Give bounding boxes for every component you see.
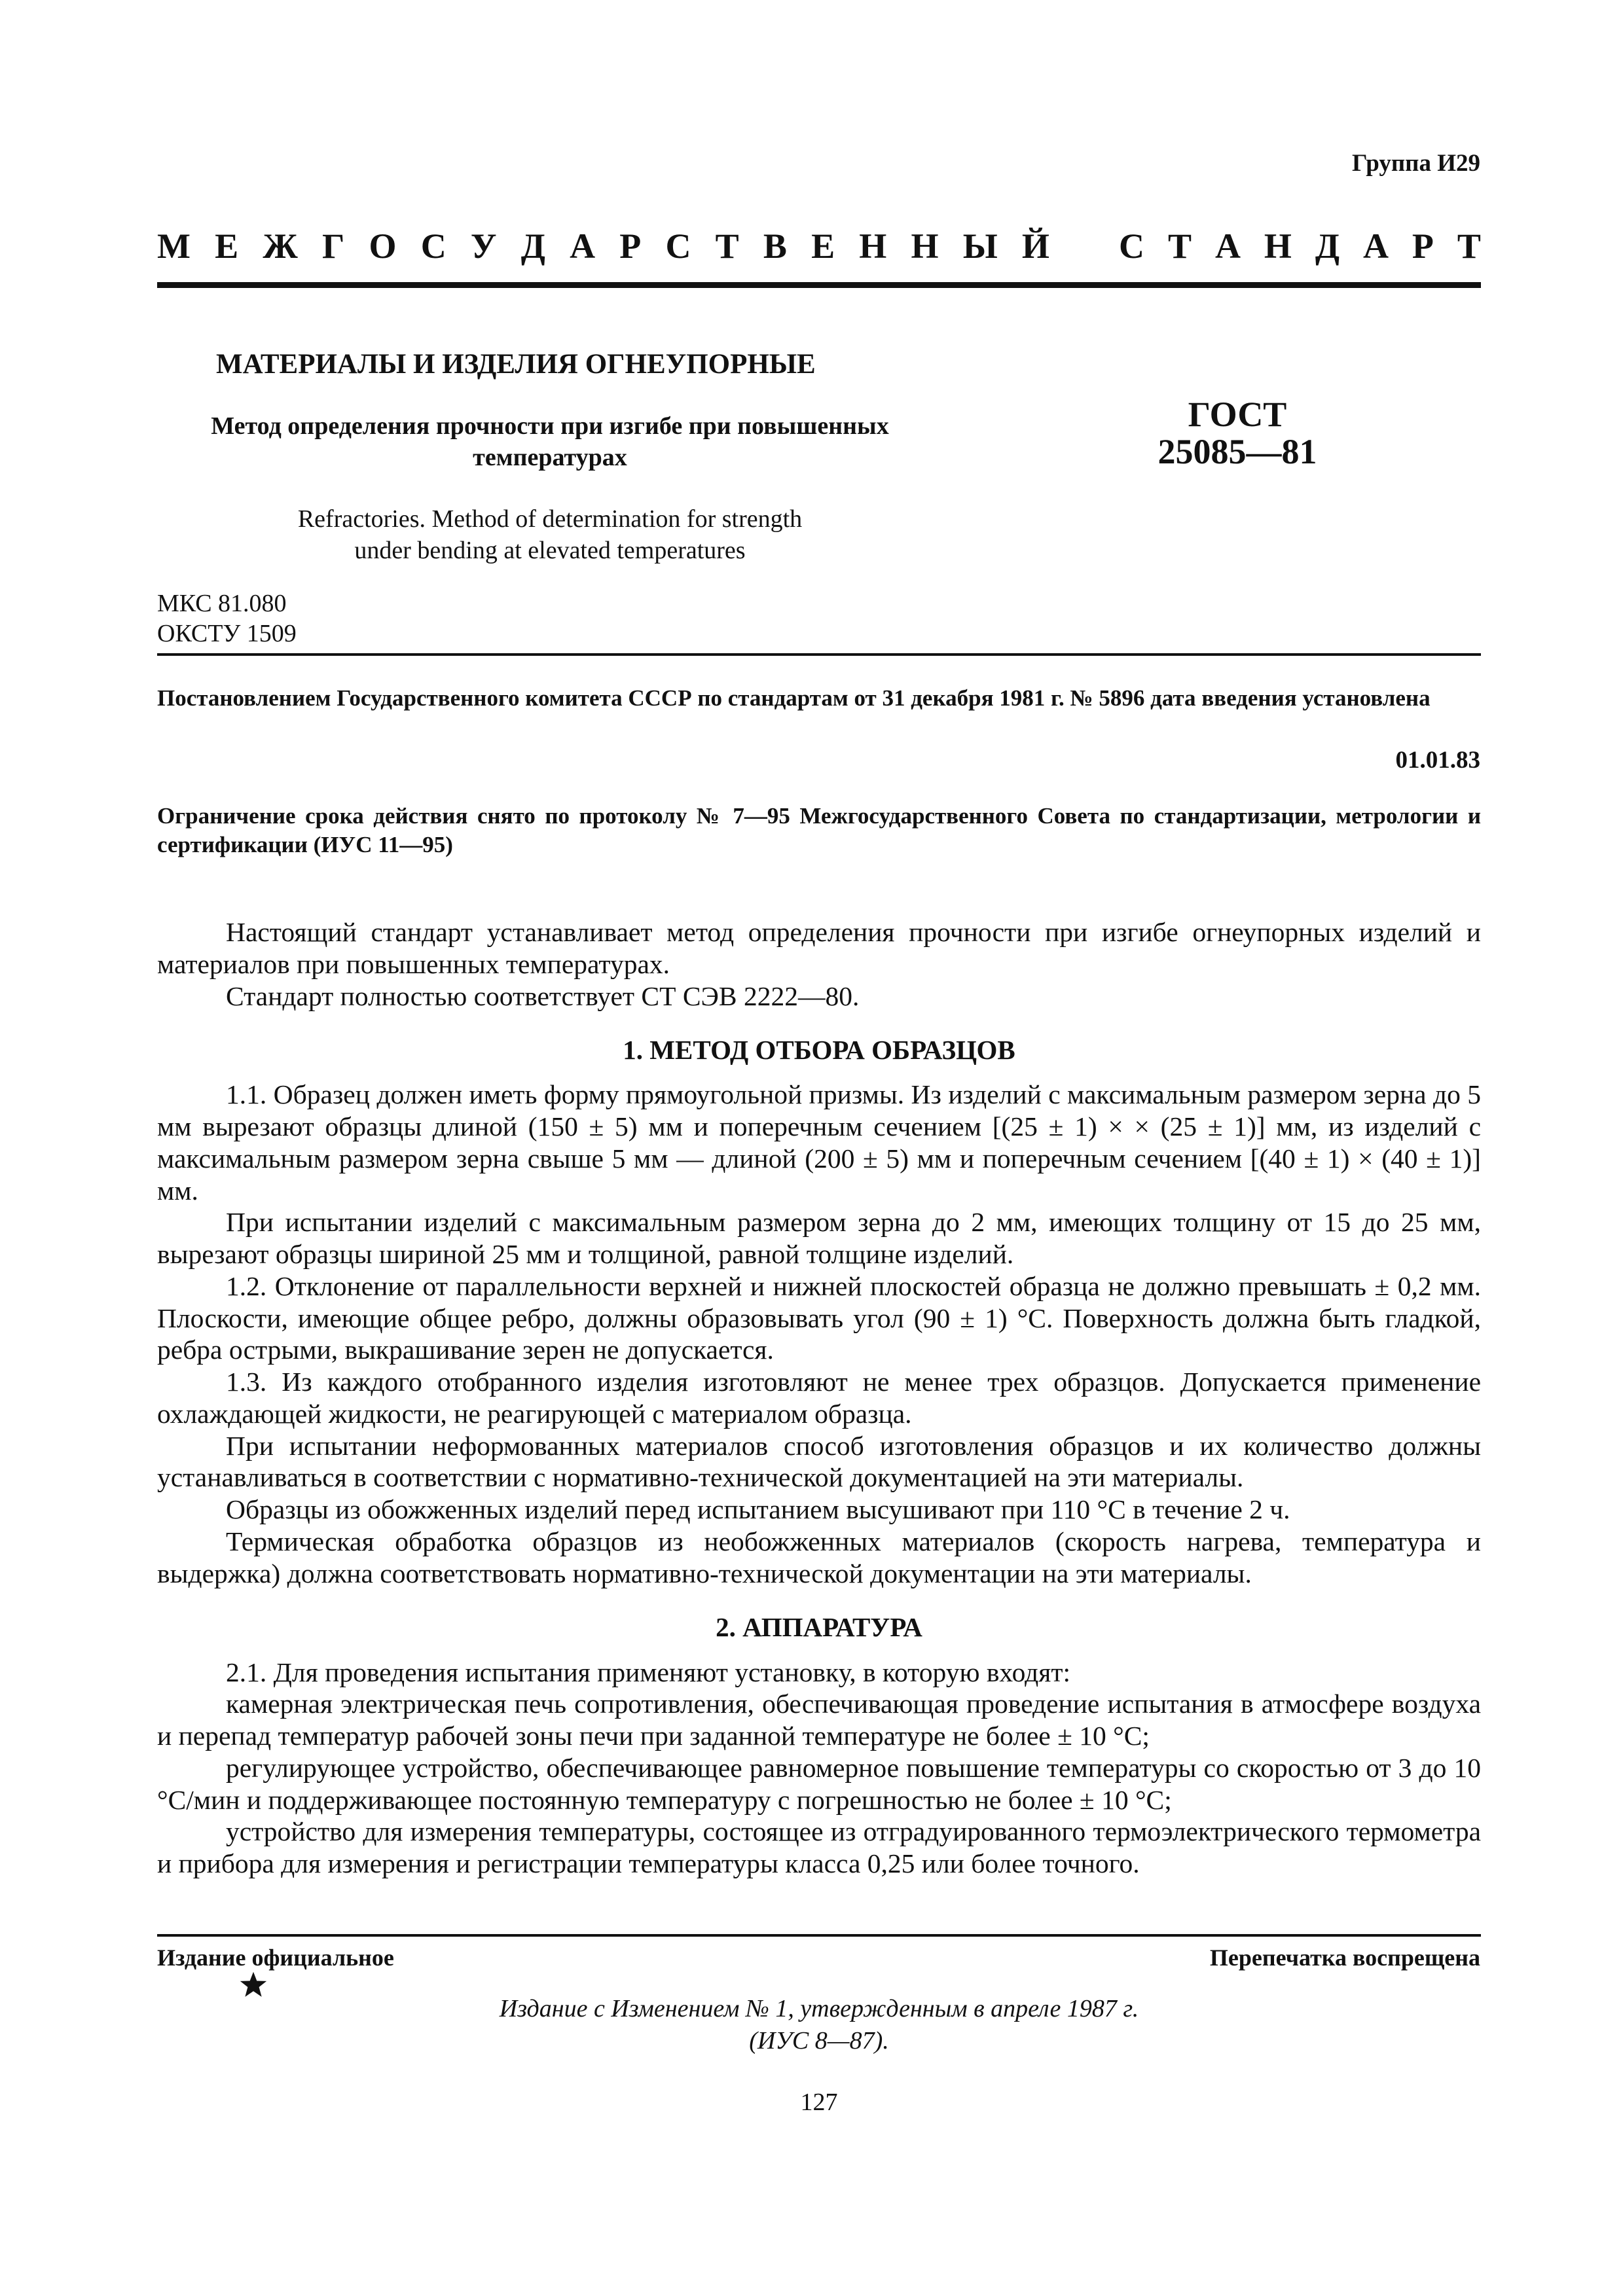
- subtitle-line-2: температурах: [473, 443, 627, 471]
- group-code: Группа И29: [1352, 150, 1480, 177]
- english-title: [157, 504, 943, 566]
- banner-letter: Т: [1167, 226, 1192, 266]
- banner-letter: С: [665, 226, 691, 266]
- document-subtitle: [157, 411, 943, 473]
- banner-letter: Е: [811, 226, 835, 266]
- clause-1-1: 1.1. Образец должен иметь форму прямоугольной призмы. Из изделий с максимальным размером зерна до 5 мм вырезают образцы длиной (150 ± 5) мм и поперечным сечением [(25 ± 1) × × (25 ± 1)] мм, из изделий с максимальным размером зерна свыше 5 мм — длиной (200 ± 5) мм и поперечным сечением [(40 ± 1) × (40 ± 1)] мм.: [157, 1079, 1481, 1206]
- mks-code: МКС 81.080: [157, 590, 287, 617]
- subtitle-line-1: Метод определения прочности при изгибе при повышенных: [211, 412, 889, 440]
- banner-letter: С: [1119, 226, 1144, 266]
- banner-letter: О: [369, 226, 397, 266]
- gost-number: [1106, 396, 1368, 470]
- gost-label: ГОСТ: [1188, 395, 1287, 434]
- banner-word-interstate: [157, 226, 1049, 266]
- effective-date: 01.01.83: [1395, 747, 1480, 774]
- clause-2-1-furnace: камерная электрическая печь сопротивления, обеспечивающая проведение испытания в атмосфере воздуха и перепад температур рабочей зоны печи при заданной температуре не более ± 10 °С;: [157, 1689, 1481, 1751]
- gost-code: 25085—81: [1158, 431, 1317, 471]
- standard-banner: [157, 226, 1481, 266]
- banner-letter: Т: [715, 226, 739, 266]
- classification-codes: [157, 589, 297, 649]
- banner-letter: Р: [1412, 226, 1434, 266]
- document-title: МАТЕРИАЛЫ И ИЗДЕЛИЯ ОГНЕУПОРНЫЕ: [216, 349, 816, 380]
- banner-letter: Н: [1264, 226, 1292, 266]
- banner-letter: У: [470, 226, 497, 266]
- clause-1-2: 1.2. Отклонение от параллельности верхней и нижней плоскостей образца не должно превышать ± 0,2 мм. Плоскости, имеющие общее ребро, должны образовывать угол (90 ± 1) °С. Поверхность должна быть гладкой, ребра острыми, выкрашивание зерен не допускается.: [157, 1270, 1481, 1365]
- banner-letter: Т: [1457, 226, 1481, 266]
- banner-letter: Н: [911, 226, 939, 266]
- decree-text: Постановлением Государственного комитета СССР по стандартам от 31 декабря 1981 г. № 5896 дата введения установлена: [157, 685, 1431, 711]
- main-content: [157, 916, 1481, 1880]
- edition-note-line-1: Издание с Изменением № 1, утвержденным в апреле 1987 г.: [499, 1995, 1139, 2022]
- banner-letter: Е: [215, 226, 239, 266]
- clause-1-1-extra: При испытании изделий с максимальным размером зерна до 2 мм, имеющих толщину от 15 до 25 мм, вырезают образцы шириной 25 мм и толщиной, равной толщине изделий.: [157, 1207, 1481, 1270]
- section-2-heading: 2. АППАРАТУРА: [716, 1612, 922, 1643]
- footer-rule: [157, 1934, 1481, 1937]
- banner-letter: Ж: [263, 226, 298, 266]
- banner-letter: А: [1362, 226, 1389, 266]
- clause-1-3: 1.3. Из каждого отобранного изделия изготовляют не менее трех образцов. Допускается применение охлаждающей жидкости, не реагирующей с материалом образца.: [157, 1367, 1481, 1429]
- banner-rule: [157, 282, 1481, 288]
- limitation-note: Ограничение срока действия снято по протоколу № 7—95 Межгосударственного Совета по стандартизации, метрологии и сертификации (ИУС 11—95): [157, 803, 1481, 857]
- intro-compliance: Стандарт полностью соответствует СТ СЭВ 2222—80.: [226, 980, 860, 1011]
- banner-letter: С: [420, 226, 447, 266]
- okstu-code: ОКСТУ 1509: [157, 619, 297, 647]
- banner-letter: Р: [619, 226, 642, 266]
- banner-word-standard: [1119, 226, 1481, 266]
- clause-1-3-drying: Образцы из обожженных изделий перед испытанием высушивают при 110 °С в течение 2 ч.: [226, 1494, 1290, 1525]
- clause-2-1-regulator: регулирующее устройство, обеспечивающее равномерное повышение температуры со скоростью от 3 до 10 °С/мин и поддерживающее постоянную температуру с погрешностью не более ± 10 °С;: [157, 1752, 1481, 1815]
- header-rule: [157, 653, 1481, 656]
- banner-letter: М: [157, 226, 191, 266]
- page-number: 127: [800, 2089, 838, 2116]
- clause-2-1-thermometer: устройство для измерения температуры, состоящее из отградуированного термоэлектрического термометра и прибора для измерения и регистрации температуры класса 0,25 или более точного.: [157, 1816, 1481, 1879]
- clause-2-1: 2.1. Для проведения испытания применяют установку, в которую входят:: [226, 1657, 1071, 1687]
- banner-letter: В: [763, 226, 787, 266]
- section-1-heading: 1. МЕТОД ОТБОРА ОБРАЗЦОВ: [623, 1035, 1015, 1066]
- banner-letter: Г: [321, 226, 345, 266]
- banner-letter: А: [1214, 226, 1241, 266]
- clause-1-3-thermal: Термическая обработка образцов из необожженных материалов (скорость нагрева, температура и выдержка) должна соответствовать нормативно-технической документации на эти материалы.: [157, 1526, 1481, 1588]
- banner-letter: Ы: [962, 226, 998, 266]
- banner-letter: Д: [520, 226, 545, 266]
- intro-paragraph: Настоящий стандарт устанавливает метод определения прочности при изгибе огнеупорных изделий и материалов при повышенных температурах.: [157, 917, 1481, 979]
- edition-note: [157, 1993, 1481, 2058]
- banner-letter: А: [570, 226, 596, 266]
- banner-letter: Д: [1315, 226, 1340, 266]
- official-edition-label: Издание официальное: [157, 1945, 394, 1971]
- banner-letter: Н: [859, 226, 887, 266]
- banner-letter: Й: [1021, 226, 1049, 266]
- clause-1-3-unformed: При испытании неформованных материалов способ изготовления образцов и их количество должны устанавливаться в соответствии с нормативно-технической документацией на эти материалы.: [157, 1430, 1481, 1493]
- english-title-line-2: under bending at elevated temperatures: [354, 536, 746, 564]
- reprint-prohibited-label: Перепечатка воспрещена: [1209, 1945, 1480, 1971]
- edition-note-line-2: (ИУС 8—87).: [749, 2027, 889, 2055]
- english-title-line-1: Refractories. Method of determination for strength: [297, 505, 803, 533]
